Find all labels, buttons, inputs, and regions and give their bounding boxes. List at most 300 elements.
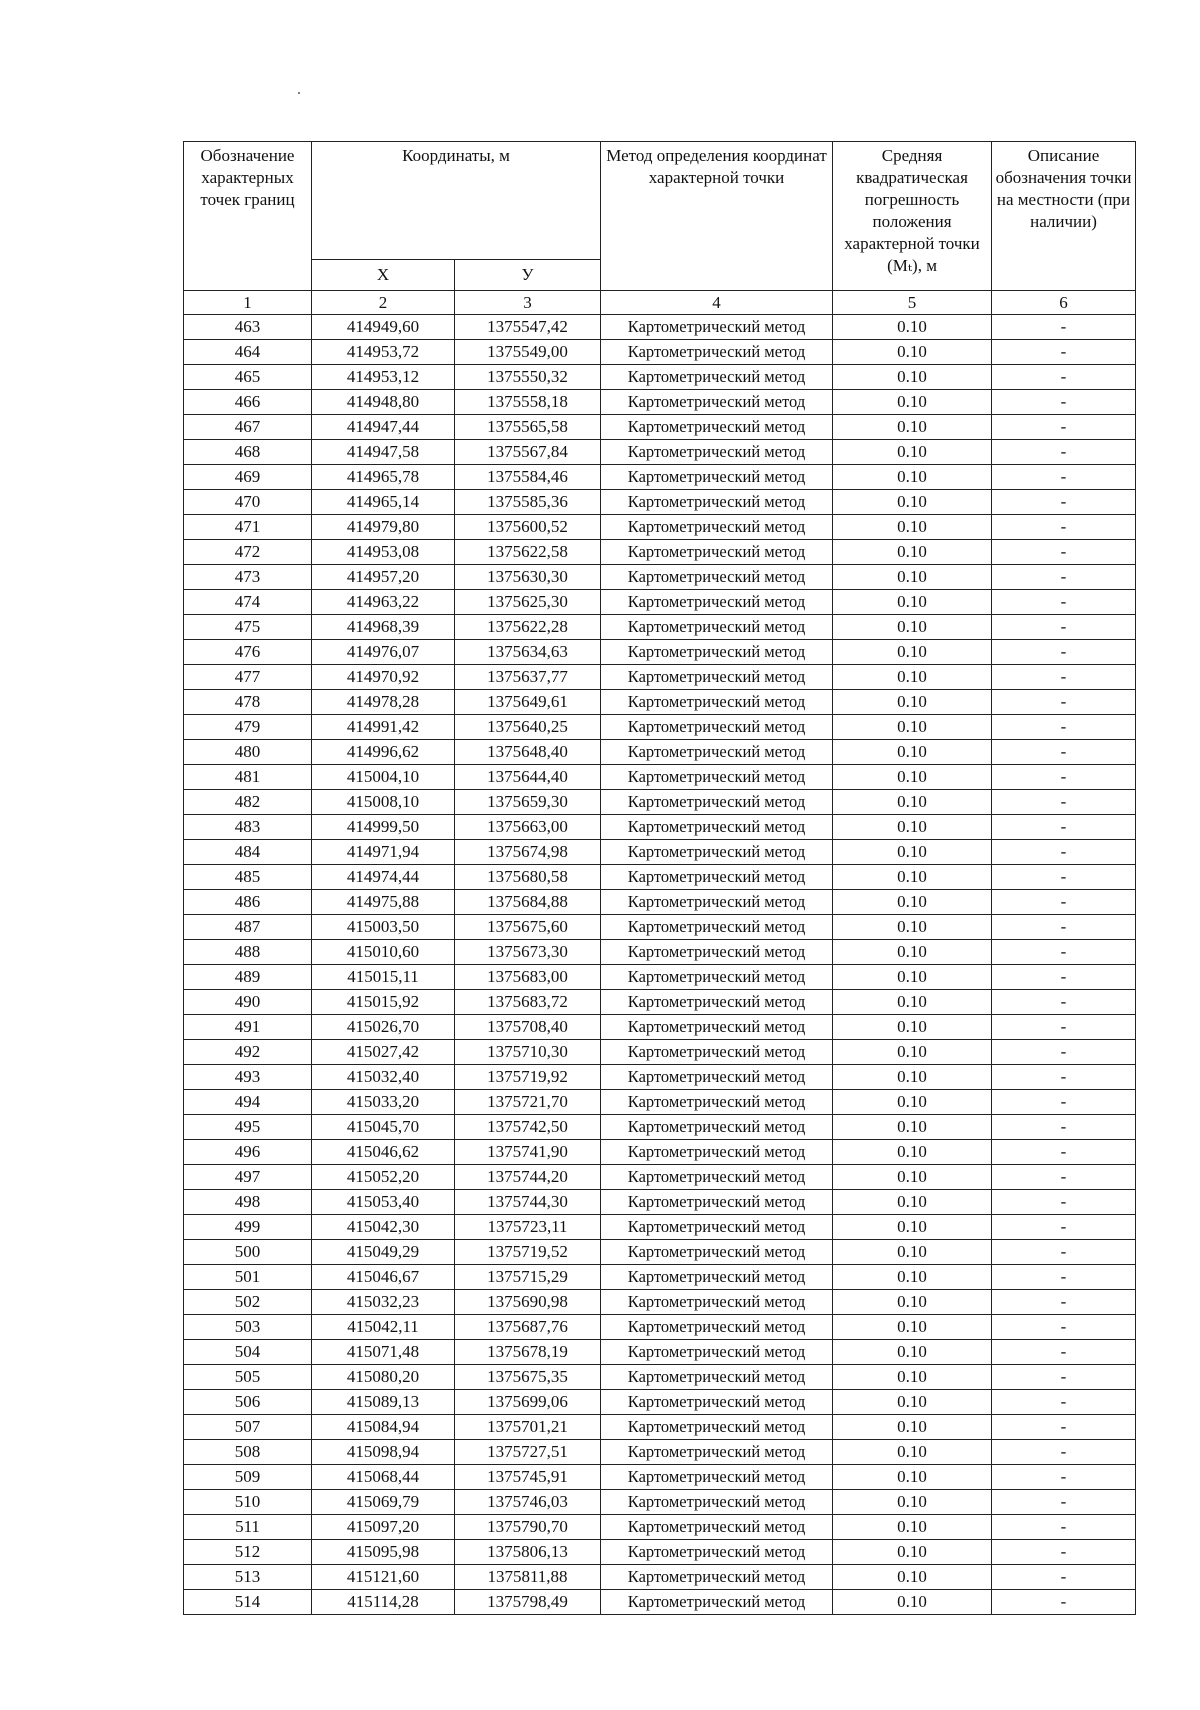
table-row (184, 815, 1136, 840)
error-cell: 0.10 (833, 615, 992, 640)
x-coordinate-cell: 415026,70 (312, 1015, 455, 1040)
coordinates-table (183, 141, 1136, 1615)
error-cell: 0.10 (833, 840, 992, 865)
point-id-cell: 464 (184, 340, 312, 365)
table-row (184, 1290, 1136, 1315)
method-cell: Картометрический метод (601, 790, 833, 815)
point-id-cell: 491 (184, 1015, 312, 1040)
error-cell: 0.10 (833, 640, 992, 665)
error-cell: 0.10 (833, 790, 992, 815)
table-row (184, 440, 1136, 465)
method-cell: Картометрический метод (601, 1065, 833, 1090)
x-coordinate-cell: 414978,28 (312, 690, 455, 715)
description-cell: - (992, 1415, 1136, 1440)
description-cell: - (992, 890, 1136, 915)
point-id-cell: 471 (184, 515, 312, 540)
point-id-cell: 481 (184, 765, 312, 790)
method-cell: Картометрический метод (601, 915, 833, 940)
description-cell: - (992, 865, 1136, 890)
table-row (184, 1040, 1136, 1065)
description-cell: - (992, 440, 1136, 465)
header-error: Средняя квадратическая погрешность положения характерной точки (Mₜ), м (833, 142, 992, 291)
error-cell: 0.10 (833, 890, 992, 915)
y-coordinate-cell: 1375684,88 (455, 890, 601, 915)
error-cell: 0.10 (833, 365, 992, 390)
point-id-cell: 504 (184, 1340, 312, 1365)
y-coordinate-cell: 1375721,70 (455, 1090, 601, 1115)
table-row (184, 1165, 1136, 1190)
y-coordinate-cell: 1375701,21 (455, 1415, 601, 1440)
error-cell: 0.10 (833, 965, 992, 990)
table-row (184, 1565, 1136, 1590)
point-id-cell: 501 (184, 1265, 312, 1290)
error-cell: 0.10 (833, 915, 992, 940)
y-coordinate-cell: 1375708,40 (455, 1015, 601, 1040)
x-coordinate-cell: 414970,92 (312, 665, 455, 690)
x-coordinate-cell: 415069,79 (312, 1490, 455, 1515)
table-row (184, 640, 1136, 665)
x-coordinate-cell: 415071,48 (312, 1340, 455, 1365)
method-cell: Картометрический метод (601, 640, 833, 665)
y-coordinate-cell: 1375719,92 (455, 1065, 601, 1090)
x-coordinate-cell: 415097,20 (312, 1515, 455, 1540)
point-id-cell: 508 (184, 1440, 312, 1465)
x-coordinate-cell: 414963,22 (312, 590, 455, 615)
x-coordinate-cell: 415046,62 (312, 1140, 455, 1165)
point-id-cell: 506 (184, 1390, 312, 1415)
method-cell: Картометрический метод (601, 390, 833, 415)
error-cell: 0.10 (833, 565, 992, 590)
table-row (184, 1515, 1136, 1540)
table-row (184, 665, 1136, 690)
table-row (184, 1190, 1136, 1215)
x-coordinate-cell: 414996,62 (312, 740, 455, 765)
method-cell: Картометрический метод (601, 1165, 833, 1190)
error-cell: 0.10 (833, 515, 992, 540)
table-row (184, 1265, 1136, 1290)
description-cell: - (992, 915, 1136, 940)
x-coordinate-cell: 414947,44 (312, 415, 455, 440)
y-coordinate-cell: 1375727,51 (455, 1440, 601, 1465)
method-cell: Картометрический метод (601, 1015, 833, 1040)
method-cell: Картометрический метод (601, 1215, 833, 1240)
method-cell: Картометрический метод (601, 590, 833, 615)
error-cell: 0.10 (833, 440, 992, 465)
x-coordinate-cell: 415049,29 (312, 1240, 455, 1265)
point-id-cell: 498 (184, 1190, 312, 1215)
x-coordinate-cell: 415114,28 (312, 1590, 455, 1615)
error-cell: 0.10 (833, 940, 992, 965)
description-cell: - (992, 640, 1136, 665)
error-cell: 0.10 (833, 1340, 992, 1365)
error-cell: 0.10 (833, 1090, 992, 1115)
y-coordinate-cell: 1375640,25 (455, 715, 601, 740)
y-coordinate-cell: 1375678,19 (455, 1340, 601, 1365)
table-row (184, 1590, 1136, 1615)
description-cell: - (992, 1365, 1136, 1390)
x-coordinate-cell: 415003,50 (312, 915, 455, 940)
point-id-cell: 494 (184, 1090, 312, 1115)
table-body (184, 315, 1136, 1615)
error-cell: 0.10 (833, 340, 992, 365)
point-id-cell: 514 (184, 1590, 312, 1615)
error-cell: 0.10 (833, 1565, 992, 1590)
description-cell: - (992, 1440, 1136, 1465)
table-row (184, 790, 1136, 815)
error-cell: 0.10 (833, 715, 992, 740)
table-row (184, 490, 1136, 515)
description-cell: - (992, 965, 1136, 990)
table-row (184, 765, 1136, 790)
method-cell: Картометрический метод (601, 1340, 833, 1365)
error-cell: 0.10 (833, 1490, 992, 1515)
description-cell: - (992, 1015, 1136, 1040)
x-coordinate-cell: 415089,13 (312, 1390, 455, 1415)
description-cell: - (992, 1240, 1136, 1265)
table-row (184, 1490, 1136, 1515)
point-id-cell: 466 (184, 390, 312, 415)
error-cell: 0.10 (833, 1365, 992, 1390)
method-cell: Картометрический метод (601, 1365, 833, 1390)
y-coordinate-cell: 1375811,88 (455, 1565, 601, 1590)
table-row (184, 915, 1136, 940)
y-coordinate-cell: 1375723,11 (455, 1215, 601, 1240)
table-row (184, 1315, 1136, 1340)
x-coordinate-cell: 414948,80 (312, 390, 455, 415)
point-id-cell: 493 (184, 1065, 312, 1090)
y-coordinate-cell: 1375683,00 (455, 965, 601, 990)
description-cell: - (992, 565, 1136, 590)
table-row (184, 1115, 1136, 1140)
header-x: Х (312, 260, 455, 291)
y-coordinate-cell: 1375549,00 (455, 340, 601, 365)
table-row (184, 1340, 1136, 1365)
description-cell: - (992, 840, 1136, 865)
x-coordinate-cell: 415095,98 (312, 1540, 455, 1565)
y-coordinate-cell: 1375687,76 (455, 1315, 601, 1340)
table-row (184, 465, 1136, 490)
description-cell: - (992, 1340, 1136, 1365)
y-coordinate-cell: 1375625,30 (455, 590, 601, 615)
x-coordinate-cell: 414957,20 (312, 565, 455, 590)
method-cell: Картометрический метод (601, 1315, 833, 1340)
x-coordinate-cell: 415045,70 (312, 1115, 455, 1140)
method-cell: Картометрический метод (601, 965, 833, 990)
x-coordinate-cell: 414953,72 (312, 340, 455, 365)
method-cell: Картометрический метод (601, 1290, 833, 1315)
point-id-cell: 492 (184, 1040, 312, 1065)
description-cell: - (992, 1515, 1136, 1540)
method-cell: Картометрический метод (601, 1490, 833, 1515)
y-coordinate-cell: 1375634,63 (455, 640, 601, 665)
table-row (184, 340, 1136, 365)
description-cell: - (992, 1315, 1136, 1340)
y-coordinate-cell: 1375637,77 (455, 665, 601, 690)
y-coordinate-cell: 1375585,36 (455, 490, 601, 515)
header-point: Обозначение характерных точек границ (184, 142, 312, 291)
method-cell: Картометрический метод (601, 1240, 833, 1265)
error-cell: 0.10 (833, 1265, 992, 1290)
y-coordinate-cell: 1375630,30 (455, 565, 601, 590)
y-coordinate-cell: 1375699,06 (455, 1390, 601, 1415)
y-coordinate-cell: 1375675,60 (455, 915, 601, 940)
y-coordinate-cell: 1375567,84 (455, 440, 601, 465)
method-cell: Картометрический метод (601, 715, 833, 740)
x-coordinate-cell: 415027,42 (312, 1040, 455, 1065)
x-coordinate-cell: 414965,14 (312, 490, 455, 515)
error-cell: 0.10 (833, 1290, 992, 1315)
x-coordinate-cell: 415098,94 (312, 1440, 455, 1465)
method-cell: Картометрический метод (601, 765, 833, 790)
method-cell: Картометрический метод (601, 940, 833, 965)
point-id-cell: 495 (184, 1115, 312, 1140)
error-cell: 0.10 (833, 415, 992, 440)
error-cell: 0.10 (833, 1190, 992, 1215)
table-row (184, 965, 1136, 990)
point-id-cell: 480 (184, 740, 312, 765)
point-id-cell: 472 (184, 540, 312, 565)
description-cell: - (992, 515, 1136, 540)
table-row (184, 415, 1136, 440)
description-cell: - (992, 1115, 1136, 1140)
x-coordinate-cell: 414999,50 (312, 815, 455, 840)
error-cell: 0.10 (833, 1065, 992, 1090)
y-coordinate-cell: 1375798,49 (455, 1590, 601, 1615)
point-id-cell: 503 (184, 1315, 312, 1340)
method-cell: Картометрический метод (601, 1540, 833, 1565)
description-cell: - (992, 1140, 1136, 1165)
y-coordinate-cell: 1375675,35 (455, 1365, 601, 1390)
x-coordinate-cell: 414949,60 (312, 315, 455, 340)
table-row (184, 540, 1136, 565)
y-coordinate-cell: 1375741,90 (455, 1140, 601, 1165)
description-cell: - (992, 1490, 1136, 1515)
error-cell: 0.10 (833, 1390, 992, 1415)
x-coordinate-cell: 414971,94 (312, 840, 455, 865)
point-id-cell: 477 (184, 665, 312, 690)
error-cell: 0.10 (833, 1015, 992, 1040)
y-coordinate-cell: 1375673,30 (455, 940, 601, 965)
column-number: 4 (601, 291, 833, 315)
x-coordinate-cell: 415068,44 (312, 1465, 455, 1490)
table-row (184, 365, 1136, 390)
point-id-cell: 488 (184, 940, 312, 965)
table-row (184, 1540, 1136, 1565)
x-coordinate-cell: 415053,40 (312, 1190, 455, 1215)
error-cell: 0.10 (833, 1165, 992, 1190)
method-cell: Картометрический метод (601, 1590, 833, 1615)
method-cell: Картометрический метод (601, 615, 833, 640)
description-cell: - (992, 1590, 1136, 1615)
column-number-row (184, 291, 1136, 315)
x-coordinate-cell: 415033,20 (312, 1090, 455, 1115)
method-cell: Картометрический метод (601, 740, 833, 765)
method-cell: Картометрический метод (601, 1040, 833, 1065)
y-coordinate-cell: 1375644,40 (455, 765, 601, 790)
method-cell: Картометрический метод (601, 865, 833, 890)
description-cell: - (992, 340, 1136, 365)
error-cell: 0.10 (833, 1590, 992, 1615)
x-coordinate-cell: 415015,92 (312, 990, 455, 1015)
error-cell: 0.10 (833, 1140, 992, 1165)
point-id-cell: 513 (184, 1565, 312, 1590)
table-row (184, 840, 1136, 865)
table-row (184, 315, 1136, 340)
y-coordinate-cell: 1375649,61 (455, 690, 601, 715)
error-cell: 0.10 (833, 1515, 992, 1540)
method-cell: Картометрический метод (601, 690, 833, 715)
description-cell: - (992, 1190, 1136, 1215)
description-cell: - (992, 615, 1136, 640)
method-cell: Картометрический метод (601, 1190, 833, 1215)
point-id-cell: 469 (184, 465, 312, 490)
error-cell: 0.10 (833, 1215, 992, 1240)
point-id-cell: 482 (184, 790, 312, 815)
description-cell: - (992, 765, 1136, 790)
y-coordinate-cell: 1375680,58 (455, 865, 601, 890)
description-cell: - (992, 790, 1136, 815)
point-id-cell: 465 (184, 365, 312, 390)
error-cell: 0.10 (833, 1540, 992, 1565)
table-row (184, 1390, 1136, 1415)
description-cell: - (992, 415, 1136, 440)
error-cell: 0.10 (833, 665, 992, 690)
x-coordinate-cell: 415080,20 (312, 1365, 455, 1390)
y-coordinate-cell: 1375550,32 (455, 365, 601, 390)
y-coordinate-cell: 1375600,52 (455, 515, 601, 540)
error-cell: 0.10 (833, 865, 992, 890)
description-cell: - (992, 390, 1136, 415)
y-coordinate-cell: 1375547,42 (455, 315, 601, 340)
y-coordinate-cell: 1375674,98 (455, 840, 601, 865)
point-id-cell: 502 (184, 1290, 312, 1315)
x-coordinate-cell: 415121,60 (312, 1565, 455, 1590)
method-cell: Картометрический метод (601, 665, 833, 690)
description-cell: - (992, 940, 1136, 965)
y-coordinate-cell: 1375745,91 (455, 1465, 601, 1490)
method-cell: Картометрический метод (601, 515, 833, 540)
description-cell: - (992, 1040, 1136, 1065)
point-id-cell: 499 (184, 1215, 312, 1240)
y-coordinate-cell: 1375622,58 (455, 540, 601, 565)
description-cell: - (992, 740, 1136, 765)
error-cell: 0.10 (833, 740, 992, 765)
point-id-cell: 475 (184, 615, 312, 640)
header-y: У (455, 260, 601, 291)
description-cell: - (992, 990, 1136, 1015)
method-cell: Картометрический метод (601, 415, 833, 440)
description-cell: - (992, 1165, 1136, 1190)
point-id-cell: 483 (184, 815, 312, 840)
point-id-cell: 505 (184, 1365, 312, 1390)
table-row (184, 940, 1136, 965)
header-method: Метод определения координат характерной точки (601, 142, 833, 291)
point-id-cell: 511 (184, 1515, 312, 1540)
x-coordinate-cell: 414974,44 (312, 865, 455, 890)
description-cell: - (992, 1540, 1136, 1565)
method-cell: Картометрический метод (601, 890, 833, 915)
description-cell: - (992, 1215, 1136, 1240)
column-number: 2 (312, 291, 455, 315)
description-cell: - (992, 1465, 1136, 1490)
point-id-cell: 463 (184, 315, 312, 340)
table-row (184, 865, 1136, 890)
x-coordinate-cell: 414968,39 (312, 615, 455, 640)
method-cell: Картометрический метод (601, 490, 833, 515)
x-coordinate-cell: 415042,30 (312, 1215, 455, 1240)
method-cell: Картометрический метод (601, 565, 833, 590)
method-cell: Картометрический метод (601, 440, 833, 465)
x-coordinate-cell: 414953,12 (312, 365, 455, 390)
y-coordinate-cell: 1375663,00 (455, 815, 601, 840)
y-coordinate-cell: 1375683,72 (455, 990, 601, 1015)
error-cell: 0.10 (833, 1040, 992, 1065)
table-row (184, 1015, 1136, 1040)
description-cell: - (992, 1390, 1136, 1415)
error-cell: 0.10 (833, 465, 992, 490)
point-id-cell: 509 (184, 1465, 312, 1490)
y-coordinate-cell: 1375648,40 (455, 740, 601, 765)
error-cell: 0.10 (833, 990, 992, 1015)
description-cell: - (992, 590, 1136, 615)
method-cell: Картометрический метод (601, 315, 833, 340)
table-header (184, 142, 1136, 315)
point-id-cell: 485 (184, 865, 312, 890)
y-coordinate-cell: 1375742,50 (455, 1115, 601, 1140)
point-id-cell: 476 (184, 640, 312, 665)
error-cell: 0.10 (833, 540, 992, 565)
point-id-cell: 478 (184, 690, 312, 715)
x-coordinate-cell: 414947,58 (312, 440, 455, 465)
method-cell: Картометрический метод (601, 990, 833, 1015)
method-cell: Картометрический метод (601, 340, 833, 365)
y-coordinate-cell: 1375719,52 (455, 1240, 601, 1265)
point-id-cell: 496 (184, 1140, 312, 1165)
y-coordinate-cell: 1375744,20 (455, 1165, 601, 1190)
point-id-cell: 470 (184, 490, 312, 515)
x-coordinate-cell: 415052,20 (312, 1165, 455, 1190)
table-row (184, 740, 1136, 765)
method-cell: Картометрический метод (601, 540, 833, 565)
point-id-cell: 490 (184, 990, 312, 1015)
table-row (184, 1065, 1136, 1090)
description-cell: - (992, 1265, 1136, 1290)
method-cell: Картометрический метод (601, 1115, 833, 1140)
x-coordinate-cell: 414965,78 (312, 465, 455, 490)
description-cell: - (992, 1290, 1136, 1315)
point-id-cell: 500 (184, 1240, 312, 1265)
table-row (184, 1140, 1136, 1165)
point-id-cell: 507 (184, 1415, 312, 1440)
description-cell: - (992, 1090, 1136, 1115)
table-row (184, 690, 1136, 715)
error-cell: 0.10 (833, 765, 992, 790)
description-cell: - (992, 465, 1136, 490)
description-cell: - (992, 665, 1136, 690)
x-coordinate-cell: 415084,94 (312, 1415, 455, 1440)
table-row (184, 565, 1136, 590)
y-coordinate-cell: 1375584,46 (455, 465, 601, 490)
method-cell: Картометрический метод (601, 1440, 833, 1465)
point-id-cell: 479 (184, 715, 312, 740)
column-number: 5 (833, 291, 992, 315)
description-cell: - (992, 715, 1136, 740)
method-cell: Картометрический метод (601, 815, 833, 840)
point-id-cell: 510 (184, 1490, 312, 1515)
point-id-cell: 486 (184, 890, 312, 915)
table-row (184, 390, 1136, 415)
x-coordinate-cell: 415032,40 (312, 1065, 455, 1090)
